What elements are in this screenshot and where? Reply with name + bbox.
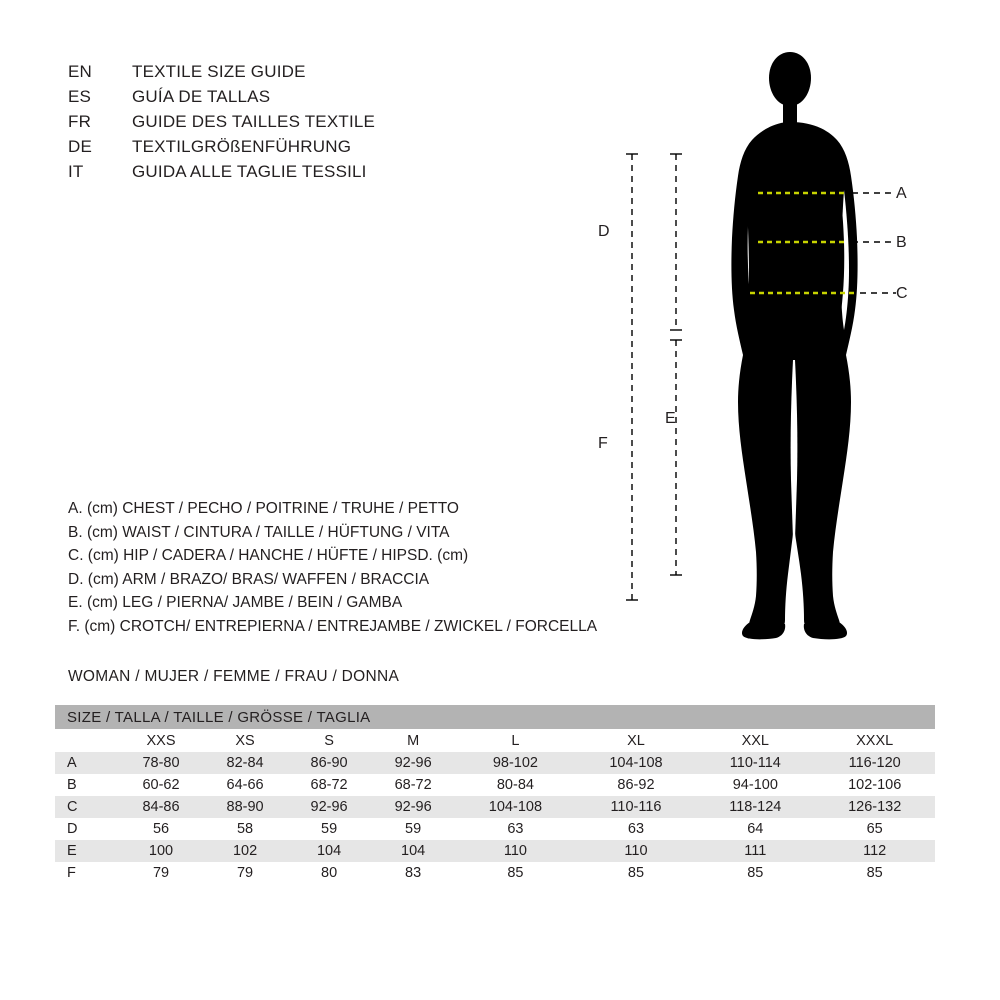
title-row-it (68, 162, 568, 187)
row-label-c: C (55, 796, 119, 818)
cell-d-xl: 63 (576, 818, 697, 840)
cell-a-xs: 82-84 (203, 752, 287, 774)
dim-label-f: F (598, 435, 608, 452)
dim-label-d: D (598, 223, 610, 240)
dim-label-b: B (896, 234, 907, 251)
table-row (55, 774, 935, 796)
cell-d-xs: 58 (203, 818, 287, 840)
title-lang-en: EN (68, 62, 93, 81)
cell-e-xxl: 111 (696, 840, 814, 862)
size-table (55, 705, 935, 884)
table-row (55, 840, 935, 862)
cell-a-s: 86-90 (287, 752, 371, 774)
title-row-fr (68, 112, 568, 137)
cell-e-m: 104 (371, 840, 455, 862)
title-lang-it: IT (68, 162, 84, 181)
female-silhouette (731, 52, 857, 639)
cell-a-xxxl: 116-120 (814, 752, 935, 774)
title-row-en (68, 62, 568, 87)
row-label-f: F (55, 862, 119, 884)
title-text-en: TEXTILE SIZE GUIDE (132, 62, 306, 81)
col-head-xs: XS (203, 729, 287, 752)
title-block (68, 62, 568, 187)
legend-row-c: C. (cm) HIP / CADERA / HANCHE / HÜFTE / HIPSD. (cm) (68, 547, 469, 564)
cell-f-xxxl: 85 (814, 862, 935, 884)
dim-label-c: C (896, 285, 908, 302)
col-head-blank (55, 729, 119, 752)
row-label-a: A (55, 752, 119, 774)
cell-a-m: 92-96 (371, 752, 455, 774)
cell-a-xxs: 78-80 (119, 752, 203, 774)
table-header-row (55, 705, 935, 729)
cell-b-m: 68-72 (371, 774, 455, 796)
title-text-de: TEXTILGRÖßENFÜHRUNG (132, 137, 352, 156)
col-head-s: S (287, 729, 371, 752)
cell-d-s: 59 (287, 818, 371, 840)
cell-c-l: 104-108 (455, 796, 576, 818)
dim-label-e: E (665, 410, 676, 427)
row-label-d: D (55, 818, 119, 840)
title-text-fr: GUIDE DES TAILLES TEXTILE (132, 112, 376, 131)
cell-e-xxs: 100 (119, 840, 203, 862)
cell-d-xxxl: 65 (814, 818, 935, 840)
title-lang-es: ES (68, 87, 92, 106)
leader-lines (852, 193, 896, 293)
col-head-m: M (371, 729, 455, 752)
cell-c-xxs: 84-86 (119, 796, 203, 818)
legend-row-b: B. (cm) WAIST / CINTURA / TAILLE / HÜFTUNG / VITA (68, 523, 450, 541)
legend-row-e: E. (cm) LEG / PIERNA/ JAMBE / BEIN / GAMBA (68, 594, 403, 611)
col-head-xxxl: XXXL (814, 729, 935, 752)
cell-b-l: 80-84 (455, 774, 576, 796)
cell-f-xxl: 85 (696, 862, 814, 884)
legend-block (68, 500, 688, 641)
cell-e-l: 110 (455, 840, 576, 862)
col-head-xl: XL (576, 729, 697, 752)
cell-f-l: 85 (455, 862, 576, 884)
cell-d-l: 63 (455, 818, 576, 840)
cell-d-m: 59 (371, 818, 455, 840)
cell-b-s: 68-72 (287, 774, 371, 796)
table-header-label: SIZE / TALLA / TAILLE / GRÖSSE / TAGLIA (55, 705, 935, 729)
cell-c-xl: 110-116 (576, 796, 697, 818)
col-head-l: L (455, 729, 576, 752)
cell-f-xs: 79 (203, 862, 287, 884)
cell-a-xxl: 110-114 (696, 752, 814, 774)
row-label-b: B (55, 774, 119, 796)
cell-a-xl: 104-108 (576, 752, 697, 774)
cell-e-xs: 102 (203, 840, 287, 862)
dim-label-a: A (896, 185, 907, 202)
cell-c-m: 92-96 (371, 796, 455, 818)
title-row-es (68, 87, 568, 112)
legend-row-d: D. (cm) ARM / BRAZO/ BRAS/ WAFFEN / BRACCIA (68, 570, 430, 588)
row-label-e: E (55, 840, 119, 862)
cell-e-xl: 110 (576, 840, 697, 862)
title-lang-fr: FR (68, 112, 92, 131)
title-row-de (68, 137, 568, 162)
group-label: WOMAN / MUJER / FEMME / FRAU / DONNA (68, 668, 400, 685)
title-text-it: GUIDA ALLE TAGLIE TESSILI (132, 162, 367, 181)
cell-d-xxl: 64 (696, 818, 814, 840)
cell-f-s: 80 (287, 862, 371, 884)
cell-b-xxs: 60-62 (119, 774, 203, 796)
legend-row-a: A. (cm) CHEST / PECHO / POITRINE / TRUHE / PETTO (68, 500, 459, 517)
cell-c-xxl: 118-124 (696, 796, 814, 818)
legend-row-f: F. (cm) CROTCH/ ENTREPIERNA / ENTREJAMBE / ZWICKEL / FORCELLA (68, 617, 598, 635)
cell-b-xxxl: 102-106 (814, 774, 935, 796)
table-row (55, 752, 935, 774)
col-head-xxs: XXS (119, 729, 203, 752)
table-row (55, 818, 935, 840)
table-columns-row (55, 729, 935, 752)
cell-c-xxxl: 126-132 (814, 796, 935, 818)
cell-f-xl: 85 (576, 862, 697, 884)
cell-c-xs: 88-90 (203, 796, 287, 818)
title-lang-de: DE (68, 137, 93, 156)
title-text-es: GUÍA DE TALLAS (132, 87, 271, 106)
cell-f-xxs: 79 (119, 862, 203, 884)
cell-d-xxs: 56 (119, 818, 203, 840)
cell-e-xxxl: 112 (814, 840, 935, 862)
cell-f-m: 83 (371, 862, 455, 884)
cell-b-xs: 64-66 (203, 774, 287, 796)
table-row (55, 796, 935, 818)
table-row (55, 862, 935, 884)
cell-b-xl: 86-92 (576, 774, 697, 796)
cell-b-xxl: 94-100 (696, 774, 814, 796)
cell-e-s: 104 (287, 840, 371, 862)
cell-a-l: 98-102 (455, 752, 576, 774)
cell-c-s: 92-96 (287, 796, 371, 818)
col-head-xxl: XXL (696, 729, 814, 752)
